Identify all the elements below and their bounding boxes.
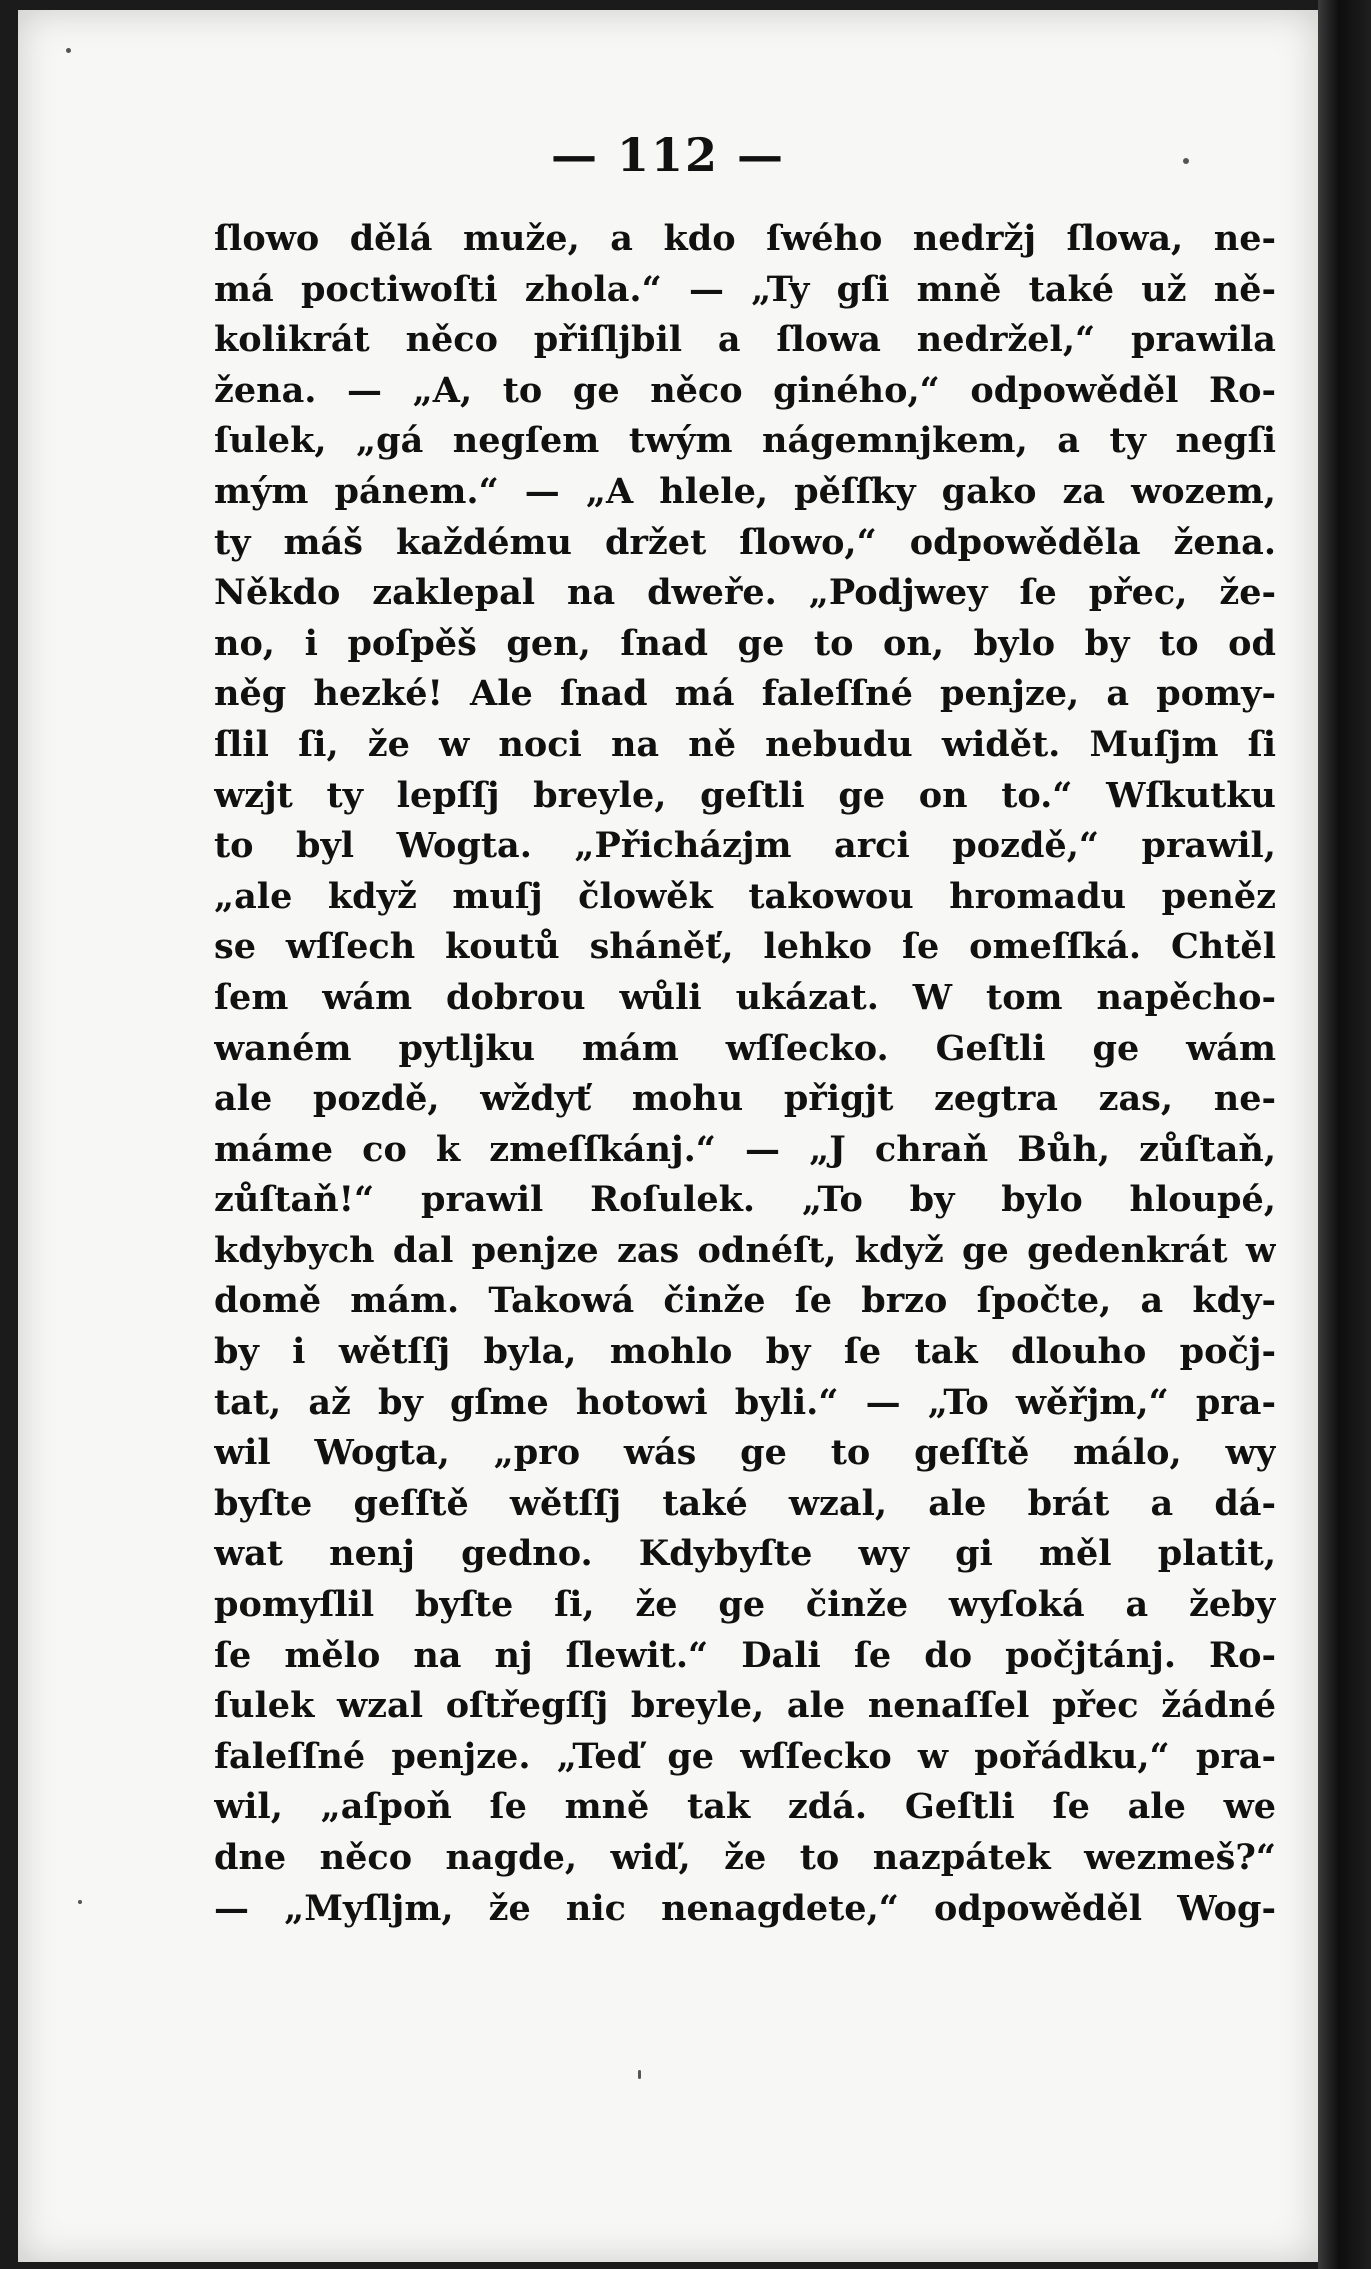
paper-speck [78, 1900, 82, 1904]
text-line: dne něco nagde, wiď, že to nazpátek wezmeš?“ [214, 1837, 1276, 1878]
page-number: — 112 — [550, 128, 786, 182]
text-line: ſlil ſi, že w noci na ně nebudu widět. Muſjm ſi [214, 723, 1276, 765]
text-line: ale pozdě, wždyť mohu přigjt zegtra zas, ne- [214, 1078, 1276, 1120]
text-line: wil, „aſpoň ſe mně tak zdá. Geſtli ſe ale we [214, 1786, 1276, 1828]
text-line: tat, až by gſme hotowi byli.“ — „To wěřjm,“ pra- [214, 1381, 1276, 1423]
text-line: ſulek wzal oſtřegſſj breyle, ale nenaſſel přec žádné [214, 1685, 1276, 1727]
text-line: „ale když muſj člowěk takowou hromadu peněz [214, 875, 1276, 917]
paper-speck [1183, 158, 1189, 164]
text-line: má poctiwoſti zhola.“ — „Ty gſi mně také už ně- [214, 268, 1276, 310]
text-line: se wſſech koutů sháněť, lehko ſe omeſſká. Chtěl [214, 926, 1276, 968]
text-line: žena. — „A, to ge něco giného,“ odpowěděl Ro- [214, 369, 1276, 411]
text-line: to byl Wogta. „Přicházjm arci pozdě,“ prawil, [214, 825, 1276, 867]
text-line: — „Myſljm, že nic nenagdete,“ odpowěděl Wog- [214, 1887, 1276, 1929]
text-line: kolikrát něco přiſljbil a ſlowa nedržel,“ prawila [214, 319, 1276, 361]
text-line: Někdo zaklepal na dweře. „Podjwey ſe přec, že- [214, 572, 1276, 614]
paper-speck [638, 2070, 641, 2079]
text-line: wil Wogta, „pro wás ge to geſſtě málo, wy [214, 1432, 1276, 1474]
body-text [214, 214, 1276, 1934]
paper-speck [66, 48, 71, 53]
text-line: kdybych dal penjze zas odnéſt, když ge gedenkrát w [214, 1229, 1276, 1271]
text-line: wat nenj gedno. Kdybyſte wy gi měl platit, [214, 1533, 1276, 1575]
text-line: pomyſlil byſte ſi, že ge činže wyſoká a žeby [214, 1584, 1276, 1626]
text-line: ty máš každému držet ſlowo,“ odpowěděla žena. [214, 521, 1276, 563]
text-line: by i wětſſj byla, mohlo by ſe tak dlouho počj- [214, 1331, 1276, 1373]
text-line: faleſſné penjze. „Teď ge wſſecko w pořádku,“ pra- [214, 1735, 1276, 1777]
text-line: wzjt ty lepſſj breyle, geſtli ge on to.“ Wſkutku [214, 774, 1276, 816]
book-page [18, 10, 1318, 2262]
text-line: ſe mělo na nj ſlewit.“ Dali ſe do počjtánj. Ro- [214, 1634, 1276, 1676]
page-edge-shadow [1318, 0, 1371, 2269]
text-line: něg hezké! Ale ſnad má faleſſné penjze, a pomy- [214, 673, 1276, 715]
text-line: ſem wám dobrou wůli ukázat. W tom napěcho- [214, 976, 1276, 1018]
text-line: mým pánem.“ — „A hlele, pěſſky gako za wozem, [214, 470, 1276, 512]
text-line: máme co k zmeſſkánj.“ — „J chraň Bůh, zůſtaň, [214, 1128, 1276, 1170]
text-line: ſlowo dělá muže, a kdo ſwého nedržj ſlowa, ne- [214, 218, 1276, 259]
text-line: waném pytljku mám wſſecko. Geſtli ge wám [214, 1027, 1276, 1069]
text-line: domě mám. Takowá činže ſe brzo ſpočte, a kdy- [214, 1280, 1276, 1322]
text-line: byſte geſſtě wětſſj také wzal, ale brát a dá- [214, 1482, 1276, 1524]
text-line: no, i poſpěš gen, ſnad ge to on, bylo by to od [214, 622, 1276, 664]
text-line: ſulek, „gá negſem twým nágemnjkem, a ty negſi [214, 420, 1276, 462]
text-line: zůſtaň!“ prawil Roſulek. „To by bylo hloupé, [214, 1179, 1276, 1221]
